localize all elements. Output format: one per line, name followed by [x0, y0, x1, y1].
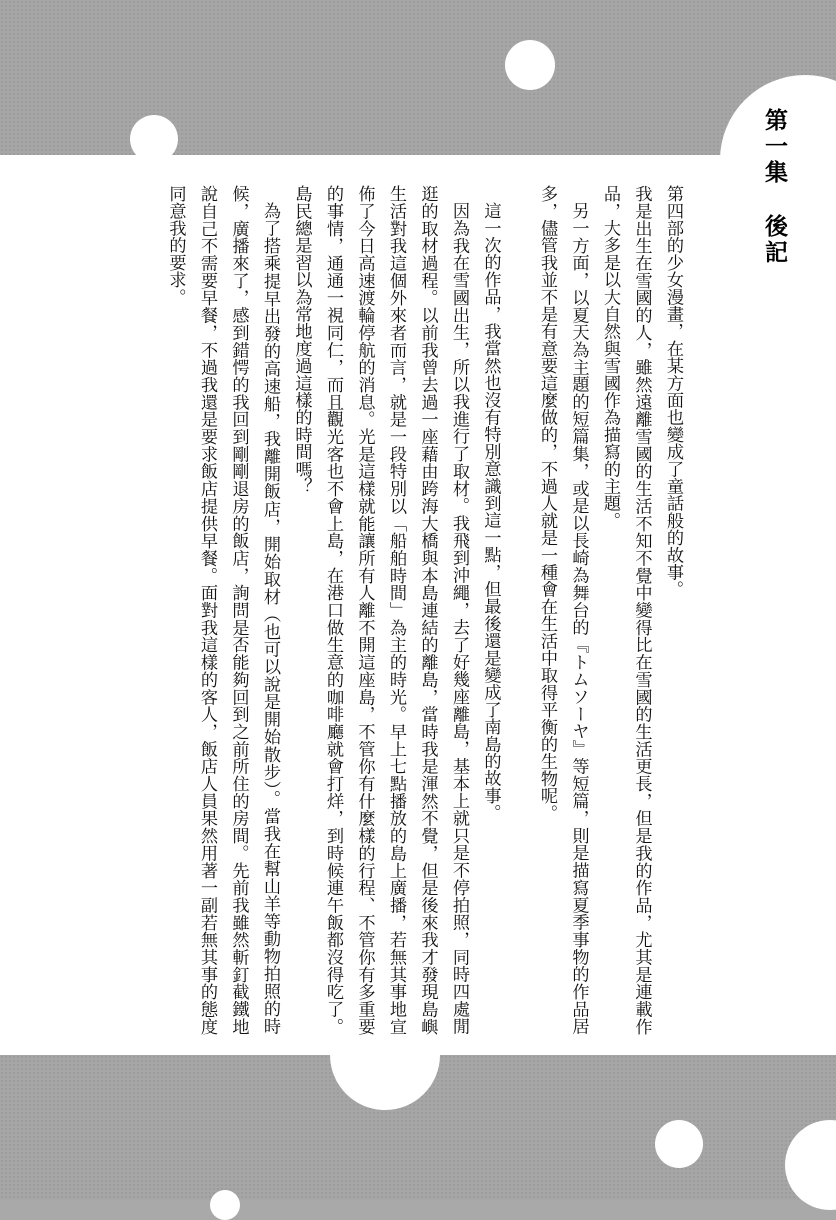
decorative-circle — [720, 905, 768, 953]
paragraph-6: 為了搭乘提早出發的高速船，我離開飯店，開始取材（也可以說是開始散步）。當我在幫山羊等動物拍照的時候，廣播來了，感到錯愕的我回到剛剛退房的飯店，詢問是否能夠回到之前所住的房間。先前我雖然斬釘截鐵地說自己不需要早餐，不過我還是要求飯店提供早餐。面對我這樣的客人，飯店人員果然用著一副若無其事的態度同意我的要求。 — [165, 185, 280, 1035]
top-screentone-band — [0, 0, 836, 155]
paragraph-4: 這一次的作品，我當然也沒有特別意識到這一點，但最後還是變成了南島的故事。 — [480, 202, 501, 822]
afterword-body — [159, 185, 688, 1035]
decorative-circle — [505, 40, 555, 90]
decorative-circle — [130, 115, 178, 163]
paragraph-3: 另一方面，以夏天為主題的短篇集，或是以長崎為舞台的『トムソーヤ』等短篇，則是描寫夏季事物的作品居多，儘管我並不是有意要這麼做的，不過人就是一種會在生活中取得平衡的生物呢。 — [537, 185, 589, 1035]
paragraph-5: 因為我在雪國出生，所以我進行了取材。我飛到沖繩，去了好幾座離島，基本上就只是不停拍照，同時四處閒逛的取材過程。以前我曾去過一座藉由跨海大橋與本島連結的離島，當時我是渾然不覺，但是後來我才發現島嶼生活對我這個外來者而言，就是一段特別以「船舶時間」為主的時光。早上七點播放的島上廣播，若無其事地宣佈了今日高速渡輪停航的消息。光是這樣就能讓所有人離不開這座島，不管你有什麼樣的行程、不管你有多重要的事情，通通一視同仁，而且觀光客也不會上島，在港口做生意的咖啡廳就會打烊，到時候連午飯都沒得吃了。島民總是習以為常地度過這樣的時間嗎？ — [291, 185, 469, 1035]
decorative-circle — [655, 1120, 703, 1168]
paragraph-2: 我是出生在雪國的人，雖然遠離雪國的生活不知不覺中變得比在雪國的生活更長，但是我的作品，尤其是連載作品，大多是以大自然與雪國作為描寫的主題。 — [600, 185, 652, 1035]
paragraph-1: 第四部的少女漫畫，在某方面也變成了童話般的故事。 — [663, 185, 683, 598]
afterword-title: 後記 — [761, 214, 787, 266]
afterword-heading — [752, 108, 791, 266]
decorative-circle — [210, 1190, 240, 1220]
volume-label: 第一集 — [761, 108, 787, 186]
